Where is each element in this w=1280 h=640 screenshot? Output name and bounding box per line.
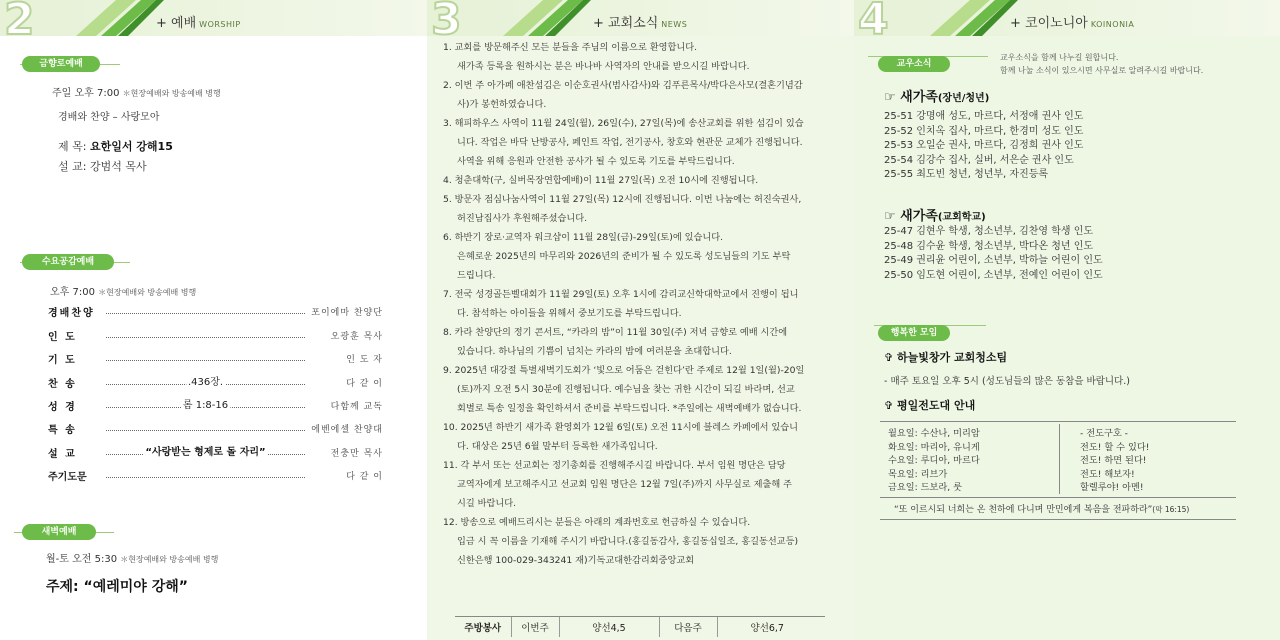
news-line: 사역을 위해 응원과 안전한 공사가 될 수 있도록 기도를 부탁드립니다. (457, 156, 735, 167)
news-line: 7. 전국 성경골든벨대회가 11월 29일(토) 오후 1시에 감리교신학대학교에서 진행이 됩니 (443, 289, 799, 300)
sunday-time: 주일 오후 7:00 ＊현장예배와 방송예배 병행 (52, 88, 221, 99)
sunday-label: 금향로예배 (22, 56, 100, 72)
divider (880, 497, 1236, 498)
news-line: 1. 교회를 방문해주신 모든 분들을 주님의 이름으로 환영합니다. (443, 42, 698, 53)
duty-this-value: 양선4,5 (559, 617, 659, 637)
news-line: (토)까지 오전 5시 30분에 진행됩니다. 예수님을 찾는 귀한 시간이 되길 바라며, 선교 (457, 384, 795, 395)
sermon-preacher: 설 교: 강범석 목사 (58, 160, 147, 173)
newcomers-school-list: 25-47 김현우 학생, 청소년부, 김찬영 학생 인도 25-48 김수윤 학생, 청소년부, 박다온 청년 인도 25-49 권리윤 어린이, 소년부, 박하늘 어린이 인도 25-50 임도현 어린이, 소년부, 전예인 어린이 인도 (884, 226, 1103, 281)
wednesday-label: 수요공감예배 (22, 254, 114, 270)
news-line: 드립니다. (457, 270, 496, 281)
news-line: 8. 카라 찬양단의 정기 콘서트, “카라의 밤”이 11월 30일(주) 저녁 금향로 예배 시간에 (443, 327, 788, 338)
members-label: 교우소식 (878, 56, 950, 72)
news-line: 3. 해피하우스 사역이 11월 24일(월), 26일(수), 27일(목)에 송산교회를 위한 섬김이 있습 (443, 118, 804, 129)
evangelism-days: 월요일: 수산나, 미리암 화요일: 마리아, 유니게 수요일: 루디아, 마르다 목요일: 리브가 금요일: 드보라, 룻 (888, 428, 980, 493)
page-number: 3 (431, 0, 460, 45)
members-intro: 교우소식을 함께 나누길 원합니다. (1000, 53, 1119, 62)
news-line: 다. 대상은 25년 6월 말부터 등록한 새가족입니다. (457, 441, 658, 452)
club-desc: - 매주 토요일 오후 5시 (성도님들의 많은 동참을 바랍니다.) (884, 376, 1130, 387)
news-line: 은혜로운 2025년의 마무리와 2026년의 준비가 될 수 있도록 성도님들의 기도 부탁 (457, 251, 791, 262)
news-line: 다. 참석하는 아이들을 위해서 중보기도를 부탁드립니다. (457, 308, 682, 319)
order-row: 기 도 인 도 자 (48, 354, 383, 366)
newcomers-adult-title: ☞ 새가족(장년/청년) (884, 90, 990, 105)
worship-panel (0, 0, 427, 640)
news-line: 시길 바랍니다. (457, 498, 517, 509)
kitchen-duty-table (455, 617, 817, 637)
dawn-time: 월-토 오전 5:30 ＊현장예배와 방송예배 병행 (46, 554, 219, 565)
order-row: 인 도 오광훈 목사 (48, 331, 383, 343)
news-line: 신한은행 100-029-343241 재)기독교대한감리회중앙교회 (457, 555, 695, 566)
section-title: + 예배 WORSHIP (156, 16, 241, 31)
news-line: 사)가 봉헌하였습니다. (457, 99, 547, 110)
news-line: 10. 2025년 하반기 새가족 환영회가 12월 6일(토) 오전 11시에 블레스 카페에서 있습니 (443, 422, 799, 433)
section-title: + 코이노니아 KOINONIA (1010, 16, 1135, 31)
divider (880, 519, 1236, 520)
order-row: 주기도문 다 같 이 (48, 471, 383, 483)
news-line: 5. 방문자 점심나눔사역이 11월 27일(목) 12시에 진행됩니다. 이번 나눔에는 허진숙권사, (443, 194, 802, 205)
dawn-theme: 주제: “예레미야 강해” (46, 579, 188, 595)
news-line: 9. 2025년 대강절 특별새벽기도회가 ‘빛으로 어둠은 걷힌다’란 주제로 12월 1일(월)-20일 (443, 365, 805, 376)
newcomers-adult-list: 25-51 강명애 성도, 마르다, 서정애 권사 인도 25-52 인치옥 집사, 마르다, 한경미 성도 인도 25-53 오일순 권사, 마르다, 김정희 권사 인도 25-54 김강수 집사, 실버, 서은순 권사 인도 25-55 최도빈 청년, 청년부, 자진등록 (884, 111, 1084, 180)
news-line: 회별로 특송 일정을 확인하셔서 준비를 부탁드립니다. *주일에는 새벽예배가 없습니다. (457, 403, 802, 414)
order-row: 특 송 에벤에셀 찬양대 (48, 424, 383, 436)
news-header (427, 0, 854, 45)
news-line: 6. 하반기 장로·교역자 워크샵이 11월 28일(금)-29일(토)에 있습니다. (443, 232, 724, 243)
news-line: 입금 시 꼭 이름을 기재해 주시기 바랍니다.(홍길동감사, 홍길동십일조, 홍길동선교등) (457, 536, 799, 547)
duty-label: 주방봉사 (464, 623, 502, 634)
news-line: 있습니다. 하나님의 기쁨이 넘치는 카라의 밤에 여러분을 초대합니다. (457, 346, 732, 357)
verse: “또 이르시되 너희는 온 천하에 다니며 만민에게 복음을 전파하라”(막 16:15) (894, 505, 1190, 515)
worship-header (0, 0, 427, 45)
page-number: 2 (4, 0, 33, 45)
evangelism-chant: - 전도구호 - 전도! 할 수 있다! 전도! 하면 된다! 전도! 해보자! 할렐루야! 아멘! (1080, 428, 1150, 493)
newcomers-school-title: ☞ 새가족(교회학교) (884, 209, 986, 224)
divider (1059, 424, 1060, 494)
sermon-title: 제 목: 요한일서 강해15 (58, 140, 173, 153)
order-row: 성 경 롬 1:8-16 다함께 교독 (48, 397, 383, 413)
news-line: 새가족 등록을 원하시는 분은 바나바 사역자의 안내를 받으시길 바랍니다. (457, 61, 750, 72)
news-line: 교역자에게 보고해주시고 선교회 임원 명단은 12월 7일(주)까지 사무실로 제출해 주 (457, 479, 792, 490)
news-line: 12. 방송으로 예배드리시는 분들은 아래의 계좌번호로 헌금하실 수 있습니다. (443, 517, 751, 528)
members-intro: 함께 나눌 소식이 있으시면 사무실로 알려주시길 바랍니다. (1000, 66, 1204, 75)
order-row: 설 교 “사랑받는 형제로 돌 자리” 전충만 목사 (48, 444, 383, 460)
evangelism-title: ✞ 평일전도대 안내 (884, 399, 976, 412)
gathering-label: 행복한 모임 (878, 325, 950, 341)
order-row: 찬 송 .436장. 다 같 이 (48, 374, 383, 390)
order-row: 경배찬양 포이에마 찬양단 (48, 307, 383, 319)
page-number: 4 (858, 0, 887, 45)
duty-next-value: 양선6,7 (717, 617, 817, 637)
dawn-label: 새벽예배 (22, 524, 96, 540)
koinonia-panel (854, 0, 1280, 640)
news-line: 2. 이번 주 아가페 애찬섬김은 이순호권사(범사감사)와 김푸른목사/박다은사모(결혼기념감 (443, 80, 803, 91)
news-line: 니다. 작업은 바닥 난방공사, 페인트 작업, 전기공사, 창호와 현관문 교체가 진행됩니다. (457, 137, 803, 148)
news-list (443, 38, 843, 570)
sunday-praise: 경배와 찬양 – 사랑모아 (58, 112, 160, 123)
koinonia-header (854, 0, 1280, 45)
wednesday-time: 오후 7:00 ＊현장예배와 방송예배 병행 (50, 287, 197, 298)
news-line: 허진남집사가 후원해주셨습니다. (457, 213, 588, 224)
section-title: + 교회소식 NEWS (593, 16, 688, 31)
news-panel (427, 0, 854, 640)
divider (880, 421, 1236, 422)
news-line: 11. 각 부서 또는 선교회는 정기총회를 진행해주시길 바랍니다. 부서 임원 명단은 담당 (443, 460, 786, 471)
news-line: 4. 청춘대학(구, 실버목장연합예배)이 11월 27일(목) 오전 10시에 진행됩니다. (443, 175, 759, 186)
club-title: ✞ 하늘빛창가 교회청소팀 (884, 351, 1008, 364)
duty-next-label: 다음주 (659, 617, 717, 637)
duty-this-label: 이번주 (511, 617, 559, 637)
